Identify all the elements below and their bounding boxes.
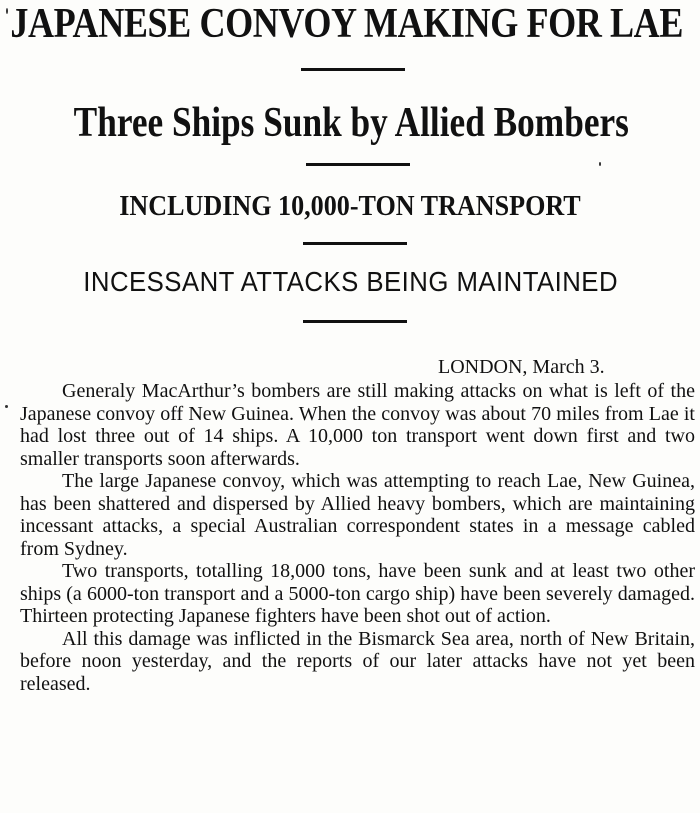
article-paragraph: Generaly MacArthur’s bombers are still making attacks on what is left of the Japanese convoy off New Guinea. When the convoy was about 70 miles from Lae it had lost three out of 14 ships. A 10,000 ton transport went down first and two smaller transports soon afterwards. <box>20 380 695 470</box>
print-speck <box>6 8 8 14</box>
article-paragraph: Two transports, totalling 18,000 tons, have been sunk and at least two other ships (a 6000-ton transport and a 5000-ton cargo ship) have been severely damaged. Thirteen protecting Japanese fighters have been shot out of action. <box>20 560 695 627</box>
article-paragraph: The large Japanese convoy, which was attempting to reach Lae, New Guinea, has been shattered and dispersed by Allied heavy bombers, which are maintaining incessant attacks, a special Australian correspondent states in a message cabled from Sydney. <box>20 470 695 560</box>
secondary-deck-headline: INCESSANT ATTACKS BEING MAINTAINED <box>83 266 619 297</box>
deck-headline: INCLUDING 10,000-TON TRANSPORT <box>119 190 581 222</box>
sub-headline: Three Ships Sunk by Allied Bombers <box>73 100 629 146</box>
headline-divider-1 <box>301 68 405 71</box>
dateline: LONDON, March 3. <box>438 356 605 378</box>
print-speck <box>599 162 601 166</box>
headline-divider-3 <box>303 242 407 245</box>
headline-divider-4 <box>303 320 407 323</box>
main-headline: JAPANESE CONVOY MAKING FOR LAE <box>10 1 684 47</box>
print-speck <box>5 405 8 408</box>
article-paragraph: All this damage was inflicted in the Bismarck Sea area, north of New Britain, before noon yesterday, and the reports of our later attacks have not yet been released. <box>20 627 695 695</box>
article-body <box>20 380 695 695</box>
headline-divider-2 <box>306 163 410 166</box>
